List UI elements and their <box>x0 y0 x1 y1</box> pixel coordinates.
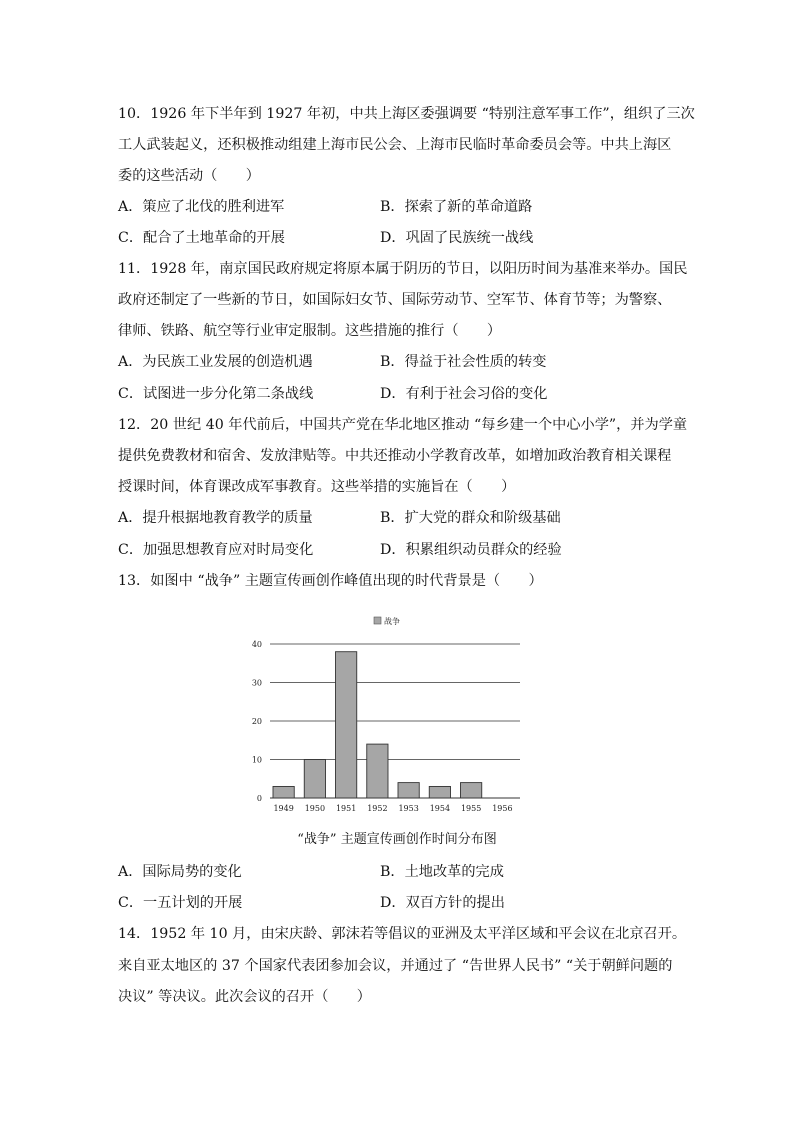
bar-chart-svg <box>250 608 530 823</box>
y-tick-label: 20 <box>251 717 262 726</box>
question-11-line-1: 11．1928 年，南京国民政府规定将原本属于阴历的节日，以阳历时间为基准来举办。国民 <box>118 261 688 277</box>
bar-1949 <box>273 786 294 798</box>
question-10-line-1: 10．1926 年下半年到 1927 年初，中共上海区委强调要 “特别注意军事工作”，组织了三次 <box>118 106 695 122</box>
x-tick-label: 1952 <box>367 804 388 813</box>
x-tick-label: 1951 <box>335 804 357 813</box>
question-10-line-2: 工人武装起义，还积极推动组建上海市民公会、上海市民临时革命委员会等。中共上海区 <box>118 137 672 153</box>
y-tick-label: 10 <box>251 755 262 765</box>
question-10-option-b: B．探索了新的革命道路 <box>380 199 533 215</box>
x-tick-label: 1956 <box>492 804 513 813</box>
chart-bars <box>273 652 482 798</box>
question-13-option-c: C．一五计划的开展 <box>118 895 243 911</box>
x-tick-label: 1955 <box>460 804 482 813</box>
question-14-line-1: 14．1952 年 10 月，由宋庆龄、郭沫若等倡议的亚洲及太平洋区域和平会议在北京召开。 <box>118 926 687 942</box>
bar-1953 <box>398 783 419 798</box>
question-13-option-d: D．双百方针的提出 <box>380 895 505 911</box>
bar-1952 <box>367 744 388 798</box>
question-13-line-1: 13．如图中 “战争” 主题宣传画创作峰值出现的时代背景是（ ） <box>118 573 543 589</box>
legend-swatch <box>374 617 381 624</box>
x-tick-label: 1953 <box>398 804 419 813</box>
question-14-line-2: 来自亚太地区的 37 个国家代表团参加会议，并通过了 “告世界人民书” “关于朝鲜问题的 <box>118 958 673 974</box>
war-poster-chart <box>250 608 530 823</box>
question-11-option-b: B．得益于社会性质的转变 <box>380 354 547 370</box>
x-tick-label: 1949 <box>273 804 294 813</box>
bar-1950 <box>304 760 325 799</box>
x-tick-label: 1950 <box>304 804 326 813</box>
chart-caption: “战争” 主题宣传画创作时间分布图 <box>297 832 497 847</box>
question-12-option-d: D．积累组织动员群众的经验 <box>380 542 562 558</box>
question-11-option-d: D．有利于社会习俗的变化 <box>380 386 548 402</box>
question-11-option-a: A．为民族工业发展的创造机遇 <box>118 354 313 370</box>
question-11-line-2: 政府还制定了一些新的节日，如国际妇女节、国际劳动节、空军节、体育节等；为警察、 <box>118 292 672 308</box>
question-11-line-3: 律师、铁路、航空等行业审定服制。这些措施的推行（ ） <box>118 323 502 339</box>
question-10-option-d: D．巩固了民族统一战线 <box>380 230 534 246</box>
question-12-option-b: B．扩大党的群众和阶级基础 <box>380 510 561 526</box>
question-12-line-3: 授课时间，体育课改成军事教育。这些举措的实施旨在（ ） <box>118 479 516 495</box>
question-11-option-c: C．试图进一步分化第二条战线 <box>118 386 314 402</box>
chart-legend <box>374 616 400 626</box>
question-10-option-c: C．配合了土地革命的开展 <box>118 230 285 246</box>
bar-1955 <box>461 783 482 798</box>
bar-1951 <box>336 652 357 798</box>
bar-1954 <box>429 786 450 798</box>
question-12-option-c: C．加强思想教育应对时局变化 <box>118 542 314 558</box>
chart-x-axis <box>273 804 512 813</box>
question-10-option-a: A．策应了北伐的胜利进军 <box>118 199 285 215</box>
question-13-option-b: B．土地改革的完成 <box>380 864 504 880</box>
question-12-line-2: 提供免费教材和宿舍、发放津贴等。中共还推动小学教育改革，如增加政治教育相关课程 <box>118 448 672 464</box>
question-10-line-3: 委的这些活动（ ） <box>118 168 260 184</box>
question-14-line-3: 决议” 等决议。此次会议的召开（ ） <box>118 989 371 1005</box>
y-tick-label: 30 <box>251 678 262 688</box>
legend-label: 战争 <box>384 617 400 626</box>
y-tick-label: 40 <box>251 640 262 649</box>
x-tick-label: 1954 <box>429 804 451 813</box>
question-13-option-a: A．国际局势的变化 <box>118 864 242 880</box>
y-tick-label: 0 <box>256 794 262 803</box>
question-12-line-1: 12．20 世纪 40 年代前后，中国共产党在华北地区推动 “每乡建一个中心小学”，并为学童 <box>118 417 688 433</box>
question-12-option-a: A．提升根据地教育教学的质量 <box>118 510 313 526</box>
chart-y-axis <box>252 640 262 803</box>
